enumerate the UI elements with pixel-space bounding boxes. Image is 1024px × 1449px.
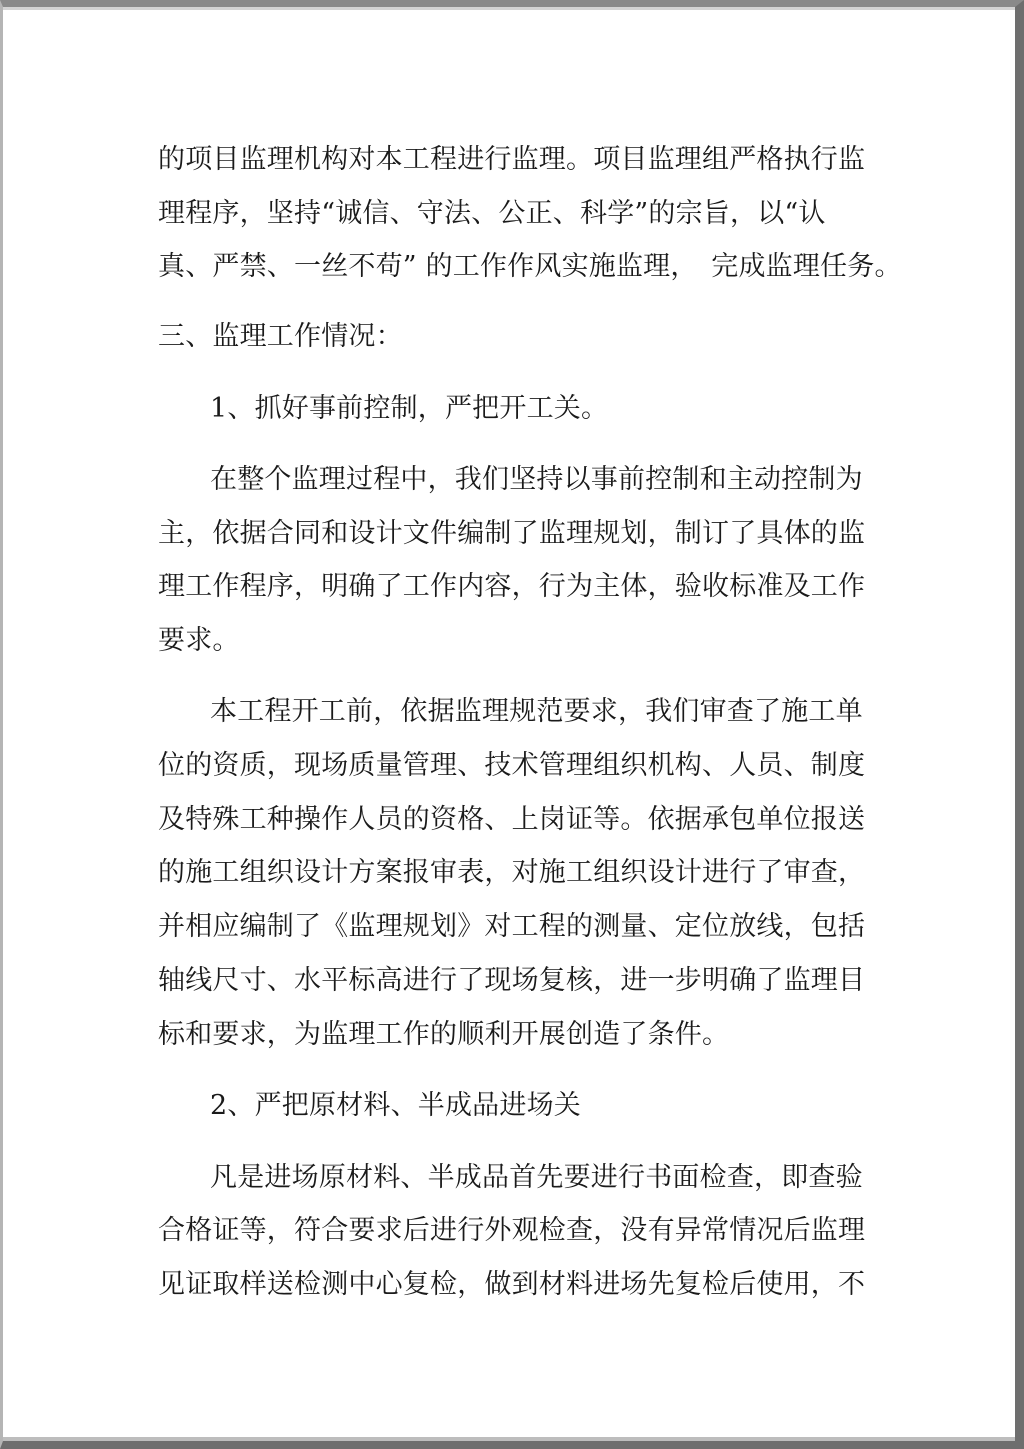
text-line: 真、严禁、一丝不苟” 的工作作风实施监理， 完成监理任务。 bbox=[158, 251, 902, 282]
text-line: 主，依据合同和设计文件编制了监理规划，制订了具体的监 bbox=[158, 518, 866, 549]
text-line: 的项目监理机构对本工程进行监理。项目监理组严格执行监 bbox=[158, 144, 866, 175]
subsection-heading: 2、严把原材料、半成品进场关 bbox=[210, 1090, 581, 1121]
subsection-heading: 1、抓好事前控制，严把开工关。 bbox=[210, 393, 609, 424]
text-line: 理程序，坚持“诚信、守法、公正、科学”的宗旨，以“认 bbox=[158, 198, 826, 229]
text-line: 并相应编制了《监理规划》对工程的测量、定位放线，包括 bbox=[158, 911, 866, 942]
text-line: 在整个监理过程中，我们坚持以事前控制和主动控制为 bbox=[210, 464, 863, 495]
text-line: 合格证等，符合要求后进行外观检查，没有异常情况后监理 bbox=[158, 1215, 866, 1246]
text-line: 位的资质，现场质量管理、技术管理组织机构、人员、制度 bbox=[158, 750, 866, 781]
text-line: 见证取样送检测中心复检，做到材料进场先复检后使用，不 bbox=[158, 1269, 866, 1300]
text-line: 及特殊工种操作人员的资格、上岗证等。依据承包单位报送 bbox=[158, 804, 866, 835]
text-line: 本工程开工前，依据监理规范要求，我们审查了施工单 bbox=[210, 696, 863, 727]
text-line: 凡是进场原材料、半成品首先要进行书面检查，即查验 bbox=[210, 1162, 863, 1193]
text-line: 轴线尺寸、水平标高进行了现场复核，进一步明确了监理目 bbox=[158, 965, 866, 996]
text-line: 理工作程序，明确了工作内容，行为主体，验收标准及工作 bbox=[158, 571, 866, 602]
text-line: 标和要求，为监理工作的顺利开展创造了条件。 bbox=[158, 1019, 730, 1050]
text-line: 要求。 bbox=[158, 625, 240, 656]
section-heading: 三、监理工作情况： bbox=[158, 321, 403, 352]
text-line: 的施工组织设计方案报审表，对施工组织设计进行了审查， bbox=[158, 857, 866, 888]
